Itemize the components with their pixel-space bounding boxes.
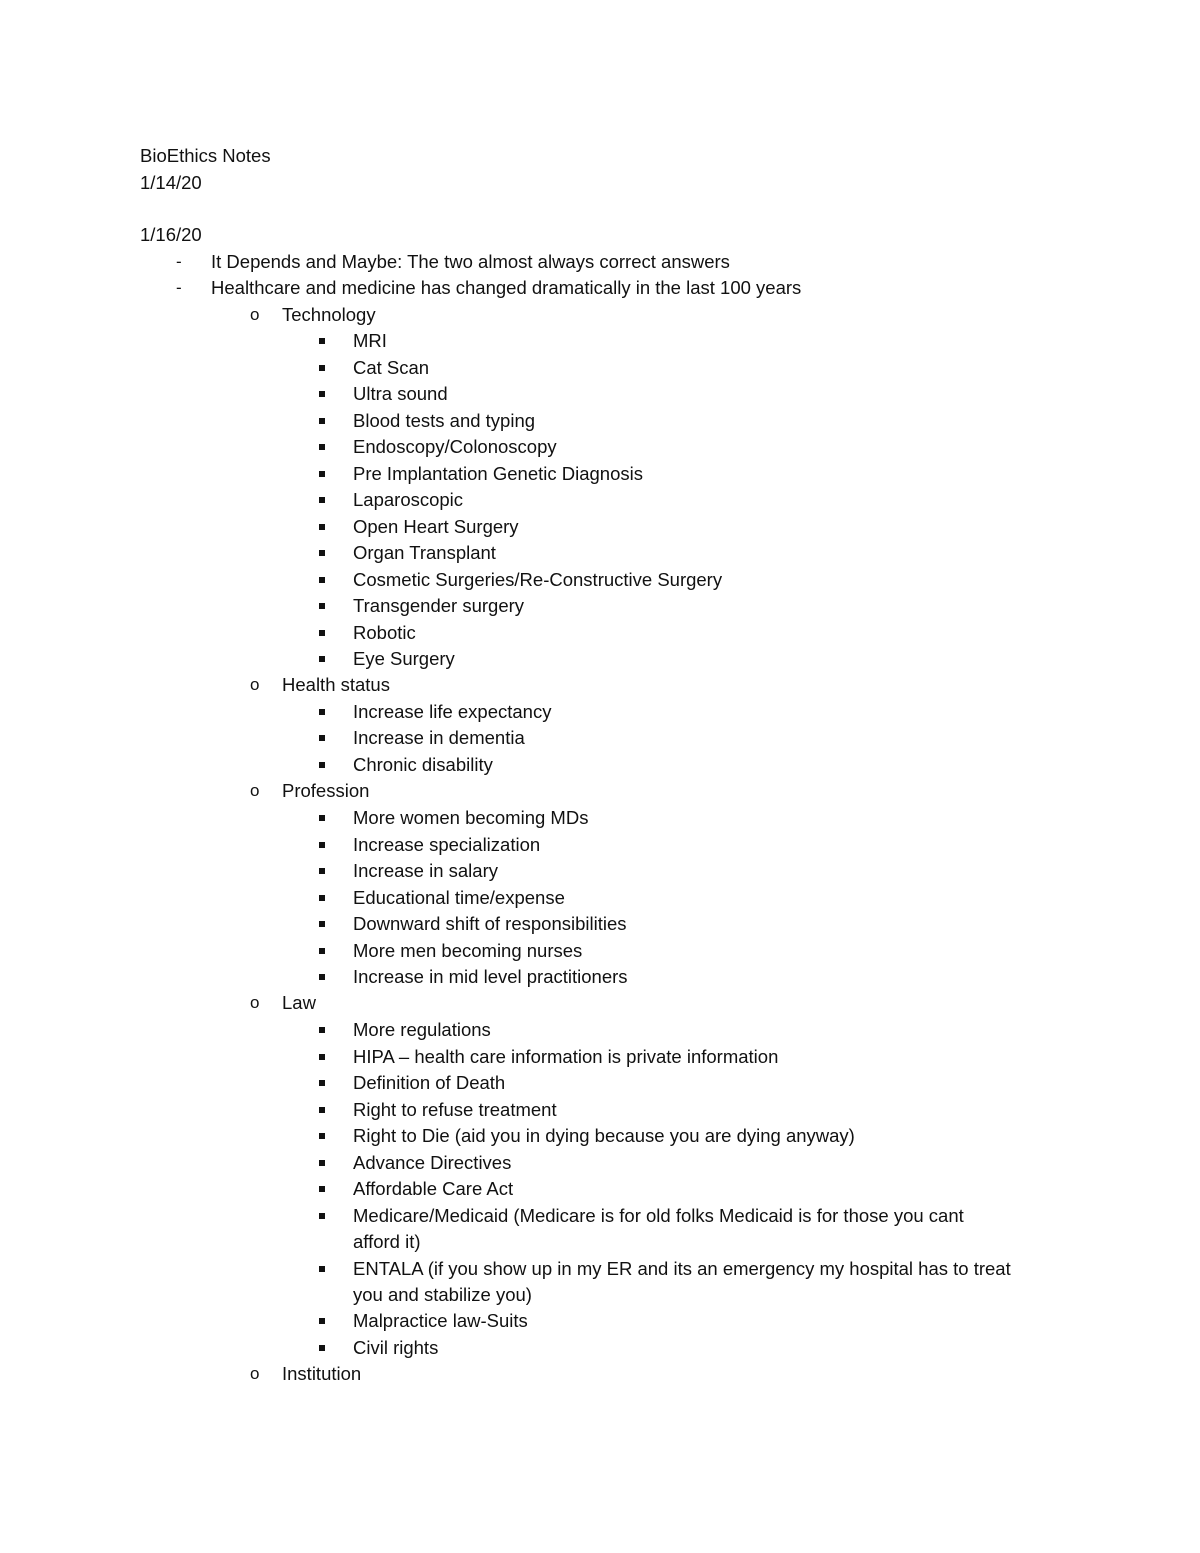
square-bullet (319, 735, 325, 741)
square-bullet (319, 815, 325, 821)
square-bullet (319, 391, 325, 397)
circle-bullet: o (250, 675, 260, 694)
list-item: Robotic (353, 622, 416, 643)
list-item: ENTALA (if you show up in my ER and its an emergency my hospital has to treat (353, 1258, 1011, 1279)
list-item: Civil rights (353, 1337, 439, 1358)
doc-date-2: 1/16/20 (140, 224, 202, 245)
section-heading: Profession (282, 780, 370, 801)
list-item: More men becoming nurses (353, 940, 583, 961)
list-item: Transgender surgery (353, 595, 525, 616)
list-item: Pre Implantation Genetic Diagnosis (353, 463, 643, 484)
square-bullet (319, 1266, 325, 1272)
square-bullet (319, 471, 325, 477)
square-bullet (319, 1186, 325, 1192)
square-bullet (319, 1318, 325, 1324)
section-heading: Law (282, 992, 316, 1013)
square-bullet (319, 365, 325, 371)
list-item: Right to refuse treatment (353, 1099, 557, 1120)
section-heading: Technology (282, 304, 376, 325)
list-item: Right to Die (aid you in dying because you are dying anyway) (353, 1125, 855, 1146)
square-bullet (319, 550, 325, 556)
list-item: Open Heart Surgery (353, 516, 519, 537)
square-bullet (319, 1027, 325, 1033)
square-bullet (319, 418, 325, 424)
list-item: Definition of Death (353, 1072, 506, 1093)
list-item: Cosmetic Surgeries/Re-Constructive Surgery (353, 569, 723, 590)
square-bullet (319, 603, 325, 609)
square-bullet (319, 842, 325, 848)
list-item: Cat Scan (353, 357, 430, 378)
list-item: Increase life expectancy (353, 701, 552, 722)
list-item: Chronic disability (353, 754, 493, 775)
square-bullet (319, 577, 325, 583)
list-item: Educational time/expense (353, 887, 565, 908)
list-item: Downward shift of responsibilities (353, 913, 627, 934)
list-item: Ultra sound (353, 383, 448, 404)
square-bullet (319, 868, 325, 874)
section-heading: Institution (282, 1363, 362, 1384)
dash-item: It Depends and Maybe: The two almost always correct answers (211, 251, 730, 272)
square-bullet (319, 630, 325, 636)
list-item-continuation: afford it) (353, 1231, 421, 1252)
list-item: Blood tests and typing (353, 410, 536, 431)
circle-bullet: o (250, 305, 260, 324)
square-bullet (319, 524, 325, 530)
square-bullet (319, 444, 325, 450)
list-item: Affordable Care Act (353, 1178, 514, 1199)
square-bullet (319, 921, 325, 927)
list-item: Advance Directives (353, 1152, 512, 1173)
square-bullet (319, 974, 325, 980)
square-bullet (319, 948, 325, 954)
dash-item: Healthcare and medicine has changed dramatically in the last 100 years (211, 277, 802, 298)
circle-bullet: o (250, 781, 260, 800)
list-item: Endoscopy/Colonoscopy (353, 436, 557, 457)
list-item: Medicare/Medicaid (Medicare is for old folks Medicaid is for those you cant (353, 1205, 964, 1226)
square-bullet (319, 338, 325, 344)
list-item: Laparoscopic (353, 489, 464, 510)
square-bullet (319, 895, 325, 901)
dash-bullet: - (176, 252, 182, 271)
list-item: Malpractice law-Suits (353, 1310, 528, 1331)
list-item: MRI (353, 330, 387, 351)
square-bullet (319, 656, 325, 662)
list-item: More women becoming MDs (353, 807, 589, 828)
list-item: Increase in salary (353, 860, 498, 881)
list-item: More regulations (353, 1019, 491, 1040)
square-bullet (319, 762, 325, 768)
square-bullet (319, 1213, 325, 1219)
list-item: Increase specialization (353, 834, 541, 855)
square-bullet (319, 1080, 325, 1086)
list-item: HIPA – health care information is private information (353, 1046, 779, 1067)
doc-title: BioEthics Notes (140, 145, 271, 166)
dash-bullet: - (176, 278, 182, 297)
square-bullet (319, 709, 325, 715)
circle-bullet: o (250, 1364, 260, 1383)
circle-bullet: o (250, 993, 260, 1012)
list-item: Increase in dementia (353, 727, 525, 748)
list-item: Eye Surgery (353, 648, 455, 669)
square-bullet (319, 1107, 325, 1113)
list-item: Increase in mid level practitioners (353, 966, 628, 987)
square-bullet (319, 497, 325, 503)
doc-date-1: 1/14/20 (140, 172, 202, 193)
square-bullet (319, 1054, 325, 1060)
section-heading: Health status (282, 674, 390, 695)
list-item: Organ Transplant (353, 542, 496, 563)
square-bullet (319, 1160, 325, 1166)
square-bullet (319, 1345, 325, 1351)
square-bullet (319, 1133, 325, 1139)
list-item-continuation: you and stabilize you) (353, 1284, 532, 1305)
